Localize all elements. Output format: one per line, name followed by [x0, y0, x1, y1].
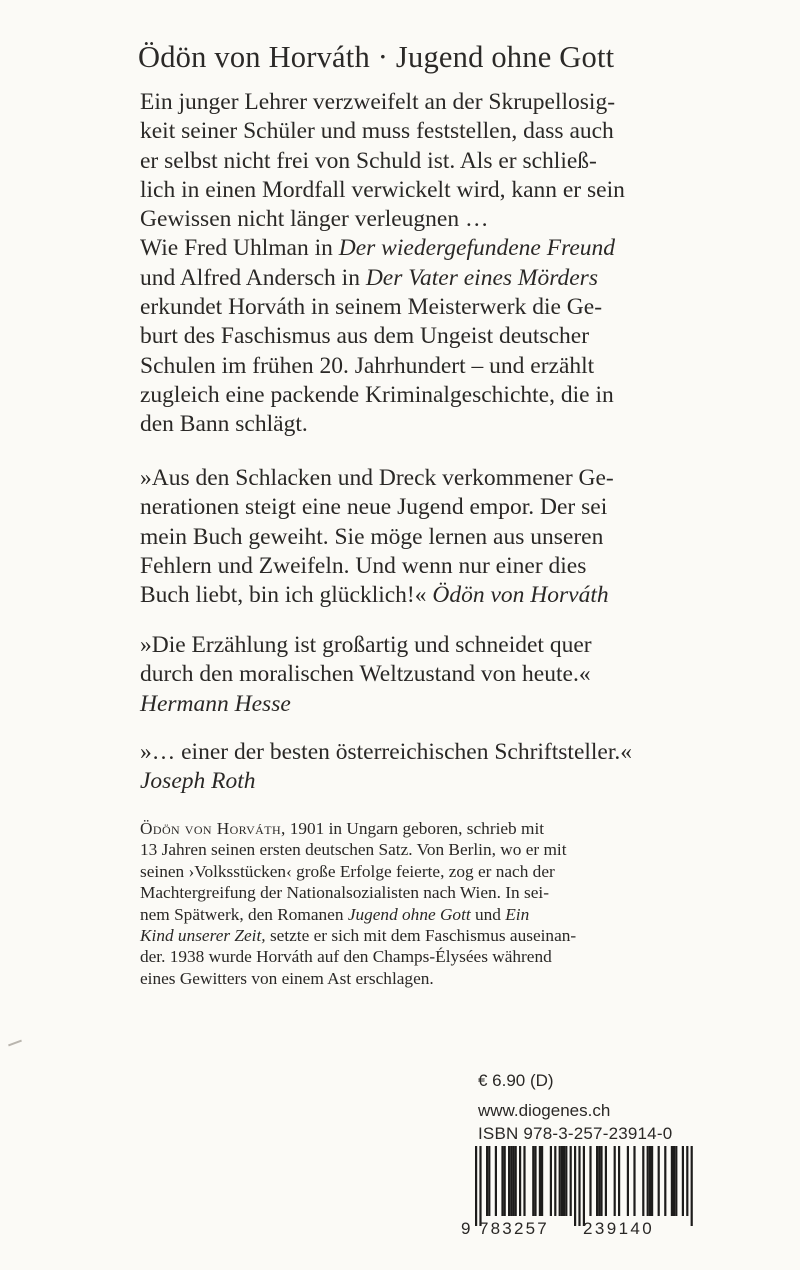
barcode-bar: [501, 1146, 503, 1216]
description-block: [140, 88, 700, 440]
quote-hesse: [140, 631, 700, 719]
barcode-digit-first: 9: [461, 1219, 471, 1238]
comparison-line: Wie Fred Uhlman in Der wiedergefundene Freund: [140, 235, 616, 262]
quote-author: Ödön von Horváth: [432, 582, 609, 609]
quote-author: Hermann Hesse: [140, 690, 291, 717]
isbn-label: ISBN 978-3-257-23914-0: [478, 1124, 673, 1143]
barcode-bar: [488, 1146, 490, 1216]
bio-line: Machtergreifung der Nationalsozialisten nach Wien. In sei-: [140, 883, 549, 903]
quote-horvath: [140, 464, 700, 610]
barcode-bar: [664, 1146, 666, 1216]
barcode-bar: [559, 1146, 561, 1216]
quote-line: »Aus den Schlacken und Dreck verkommener Ge-: [140, 465, 614, 491]
barcode-bar: [541, 1146, 543, 1216]
comparison-line: burt des Faschismus aus dem Ungeist deutscher: [140, 323, 590, 350]
barcode-bar: [618, 1146, 620, 1216]
barcode-bar: [671, 1146, 673, 1216]
barcode-bar: [512, 1146, 514, 1216]
author-name: Ödön von Horváth: [140, 819, 282, 838]
barcode-bar: [596, 1146, 598, 1216]
barcode-bar: [589, 1146, 591, 1216]
barcode-bar: [633, 1146, 635, 1216]
barcode-bar: [550, 1146, 552, 1216]
barcode-bar: [614, 1146, 616, 1216]
author-bio: [140, 818, 700, 989]
description-line: lich in einen Mordfall verwickelt wird, kann er sein: [140, 176, 625, 203]
description-line: Ein junger Lehrer verzweifelt an der Skrupellosig-: [140, 89, 616, 115]
barcode-bar: [486, 1146, 488, 1216]
paper-speck: [8, 1040, 22, 1047]
barcode-bar: [563, 1146, 565, 1216]
description-line: Gewissen nicht länger verleugnen …: [140, 206, 489, 233]
barcode-bar: [651, 1146, 653, 1216]
bio-line: seinen ›Volksstücken‹ große Erfolge feierte, zog er nach der: [140, 861, 555, 881]
barcode-bar: [675, 1146, 677, 1216]
barcode-bar: [647, 1146, 649, 1216]
book-reference: Der Vater eines Mörders: [365, 264, 598, 291]
barcode-bar: [561, 1146, 563, 1216]
description-line: er selbst nicht frei von Schuld ist. Als er schließ-: [140, 147, 597, 174]
barcode-digits-right: 239140: [583, 1219, 655, 1238]
barcode-digits-left: 783257: [479, 1219, 549, 1238]
quote-line: Buch liebt, bin ich glücklich!«: [140, 582, 427, 609]
barcode-bar: [658, 1146, 660, 1216]
bio-line: nem Spätwerk, den Romanen Jugend ohne Gott und Ein: [140, 904, 530, 924]
barcode-bar: [523, 1146, 525, 1216]
barcode-bar: [570, 1146, 572, 1216]
barcode-bar: [583, 1146, 585, 1226]
barcode-bar: [479, 1146, 481, 1226]
bio-line: Kind unserer Zeit, setzte er sich mit dem Faschismus auseinan-: [140, 926, 577, 946]
barcode-bar: [504, 1146, 506, 1216]
barcode-bar: [510, 1146, 512, 1216]
barcode-bar: [475, 1146, 477, 1226]
barcode-bar: [673, 1146, 675, 1216]
comparison-line: Schulen im frühen 20. Jahrhundert – und erzählt: [140, 352, 595, 379]
quote-line: durch den moralischen Weltzustand von heute.«: [140, 661, 591, 688]
barcode-bar: [515, 1146, 517, 1216]
quote-line: »Die Erzählung ist großartig und schneidet quer: [140, 632, 592, 658]
barcode-bar: [532, 1146, 534, 1216]
quote-line: mein Buch geweiht. Sie möge lernen aus unseren: [140, 523, 604, 550]
barcode-bar: [598, 1146, 600, 1216]
price-label: € 6.90 (D): [478, 1071, 554, 1090]
barcode-bar: [508, 1146, 510, 1216]
barcode-bar: [691, 1146, 693, 1226]
barcode-bar: [554, 1146, 556, 1216]
bio-line: 13 Jahren seinen ersten deutschen Satz. Von Berlin, wo er mit: [140, 840, 567, 860]
bio-line: Ödön von Horváth, 1901 in Ungarn geboren, schrieb mit: [140, 819, 545, 838]
barcode: [461, 1146, 711, 1242]
barcode-bar: [642, 1146, 644, 1216]
comparison-line: und Alfred Andersch in Der Vater eines Mörders: [140, 264, 598, 291]
description-line: keit seiner Schüler und muss feststellen, dass auch: [140, 118, 614, 145]
quote-line: nerationen steigt eine neue Jugend empor. Der sei: [140, 494, 608, 521]
barcode-bar: [565, 1146, 567, 1216]
book-title: Ödön von Horváth · Jugend ohne Gott: [138, 40, 615, 74]
barcode-bar: [600, 1146, 602, 1216]
comparison-line: erkundet Horváth in seinem Meisterwerk die Ge-: [140, 294, 603, 321]
barcode-bar: [686, 1146, 688, 1216]
barcode-bar: [578, 1146, 580, 1226]
book-reference: Der wiedergefundene Freund: [338, 235, 616, 262]
barcode-bar: [627, 1146, 629, 1216]
barcode-bar: [495, 1146, 497, 1216]
quote-author: Joseph Roth: [140, 768, 256, 795]
publisher-website: www.diogenes.ch: [478, 1101, 611, 1120]
barcode-bar: [534, 1146, 536, 1216]
quote-last-line: [140, 581, 700, 610]
comparison-line: zugleich eine packende Kriminalgeschichte, die in: [140, 381, 614, 408]
quote-line: »… einer der besten österreichischen Schriftsteller.«: [140, 739, 633, 765]
quote-roth: [140, 738, 700, 797]
barcode-bar: [539, 1146, 541, 1216]
barcode-bar: [682, 1146, 684, 1216]
barcode-bar: [649, 1146, 651, 1216]
barcode-bar: [605, 1146, 607, 1216]
quote-line: Fehlern und Zweifeln. Und wenn nur einer dies: [140, 552, 587, 579]
bio-line: der. 1938 wurde Horváth auf den Champs-Élysées während: [140, 947, 552, 967]
comparison-line: den Bann schlägt.: [140, 411, 308, 438]
barcode-bar: [519, 1146, 521, 1216]
bio-line: eines Gewitters von einem Ast erschlagen.: [140, 968, 434, 988]
barcode-bar: [574, 1146, 576, 1226]
